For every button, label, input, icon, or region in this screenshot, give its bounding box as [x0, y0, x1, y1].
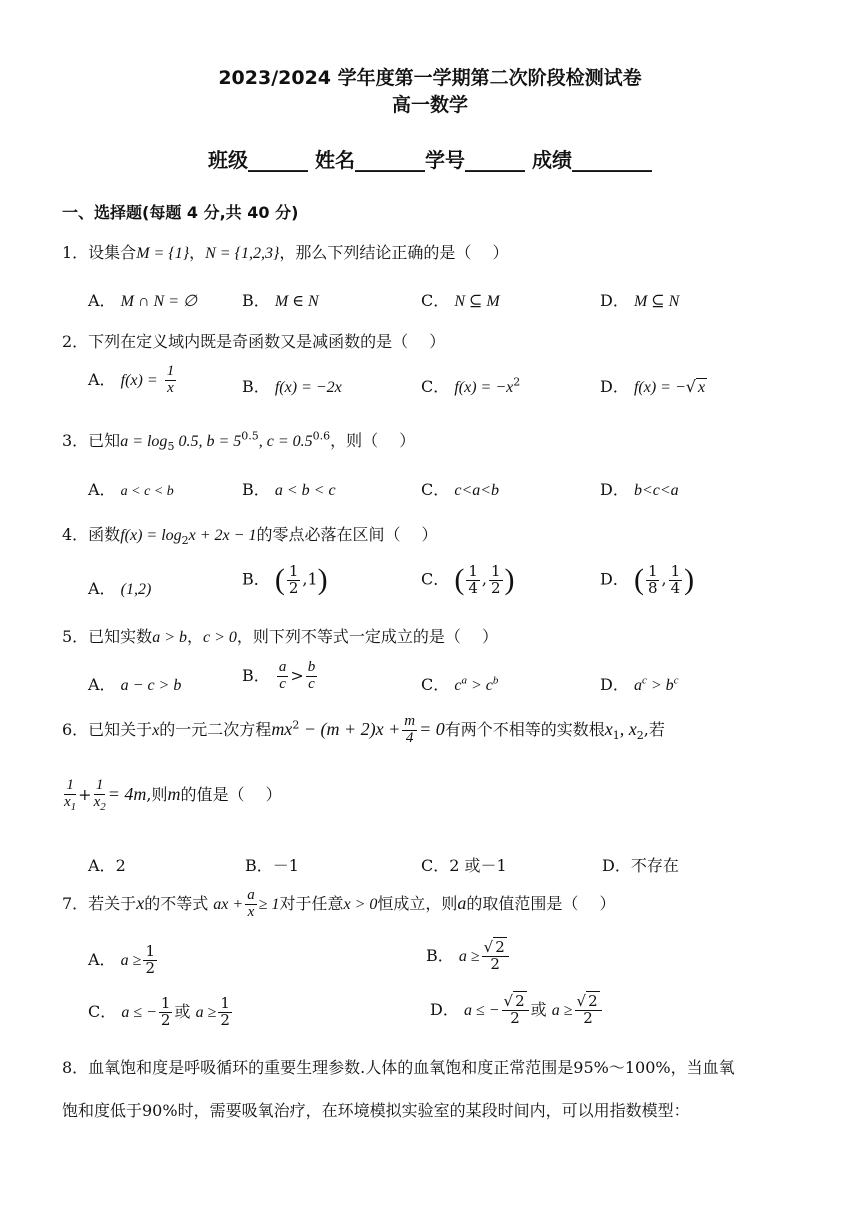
q1-option-a: A． M ∩ N = ∅	[88, 291, 197, 310]
question-3: 3．已知$a = \log_5 0.5$, $b = 5^{0.5}$, $c = 0.5^{0.6}$，则（ ）	[62, 429, 416, 454]
q7-option-d: D． a ≤ − $\frac{√ 2}{2}$ 或 a ≥ $\frac{√ 2}{2}$	[430, 994, 604, 1027]
q3-option-a: A． a < c < b	[88, 480, 174, 499]
question-2: 2．下列在定义域内既是奇函数又是减函数的是（ ）	[62, 332, 446, 351]
question-4: 4．函数$f(x) = \log_2x + 2x - 1$的零点必落在区间（ ）	[62, 525, 438, 548]
q7-option-a: A． a ≥ $\frac{1}{2}$	[88, 942, 155, 977]
q5-option-a: A． a − c > b	[88, 675, 182, 694]
q3-option-d: D． b<c<a	[600, 480, 679, 499]
exam-title: 2023/2024 学年度第一学期第二次阶段检测试卷	[218, 67, 642, 89]
q6-option-c: C．2 或－1	[421, 856, 507, 875]
q7-option-c: C． a ≤ − $\frac{1}{2}$ 或 a ≥ $\frac{1}{2}$	[88, 994, 230, 1029]
q1-option-c: C． N ⊆ M	[421, 291, 500, 310]
q7-option-b: B． a ≥ $\frac{√ 2}{2}$	[426, 940, 511, 973]
q5-option-c: C． $c^a > c^b$	[421, 674, 499, 694]
q4-option-c: C． ( $\frac{1}{4}$ , $\frac{1}{2}$ )	[421, 561, 515, 597]
q2-option-a: A． f(x) = $\frac{1}{x}$	[88, 363, 175, 396]
q1-option-b: B． M ∈ N	[242, 291, 319, 310]
question-8-line-2: 饱和度低于90%时，需要吸氧治疗，在环境模拟实验室的某段时间内，可以用指数模型：	[62, 1101, 690, 1120]
q2-option-c: C． $f(x) = -x^2$	[421, 375, 521, 396]
question-6-line-1: 6．已知关于x的一元二次方程$mx^2 - (m + 2)x$ + $\frac{m}{4}$ = 0有两个不相等的实数根$x_1$, $x_2$,若	[62, 713, 665, 746]
student-info-fields: 班级______ 姓名_______学号______ 成绩________	[208, 148, 652, 172]
question-7: 7．若关于x的不等式 ax + $\frac{a}{x}$ ≥ 1对于任意x > 0恒成立，则a的取值范围是（ ）	[62, 887, 616, 920]
q3-option-b: B． a < b < c	[242, 480, 336, 499]
q2-option-d: D． f(x) = −√ x	[600, 377, 706, 396]
q6-option-b: B．－1	[245, 856, 299, 875]
q2-option-b: B． f(x) = −2x	[242, 377, 342, 396]
question-1: 1．设集合M = {1}，N = {1,2,3}，那么下列结论正确的是（ ）	[62, 243, 509, 262]
section-heading: 一、选择题(每题 4 分,共 40 分)	[62, 203, 299, 222]
q4-option-b: B． ( $\frac{1}{2}$ ,1)	[242, 561, 328, 597]
q6-option-a: A．2	[88, 856, 126, 875]
question-5: 5．已知实数a > b，c > 0，则下列不等式一定成立的是（ ）	[62, 627, 498, 646]
q4-option-d: D． ( $\frac{1}{8}$ , $\frac{1}{4}$ )	[600, 561, 695, 597]
q6-option-d: D．不存在	[602, 856, 679, 875]
q4-option-a: A． (1,2)	[88, 579, 152, 598]
question-8-line-1: 8．血氧饱和度是呼吸循环的重要生理参数.人体的血氧饱和度正常范围是95%～100%，当血氧	[62, 1058, 735, 1077]
exam-subject: 高一数学	[391, 94, 468, 116]
q1-option-d: D． M ⊆ N	[600, 291, 680, 310]
q5-option-b: B． $\frac{a}{c}$ > $\frac{b}{c}$	[242, 659, 316, 692]
q3-option-c: C． c<a<b	[421, 480, 500, 499]
q5-option-d: D． $a^c > b^c$	[600, 674, 679, 694]
question-6-line-2: $\frac{1}{x_1}$ + $\frac{1}{x_2}$ = 4m,则m的值是（ ）	[64, 777, 282, 813]
